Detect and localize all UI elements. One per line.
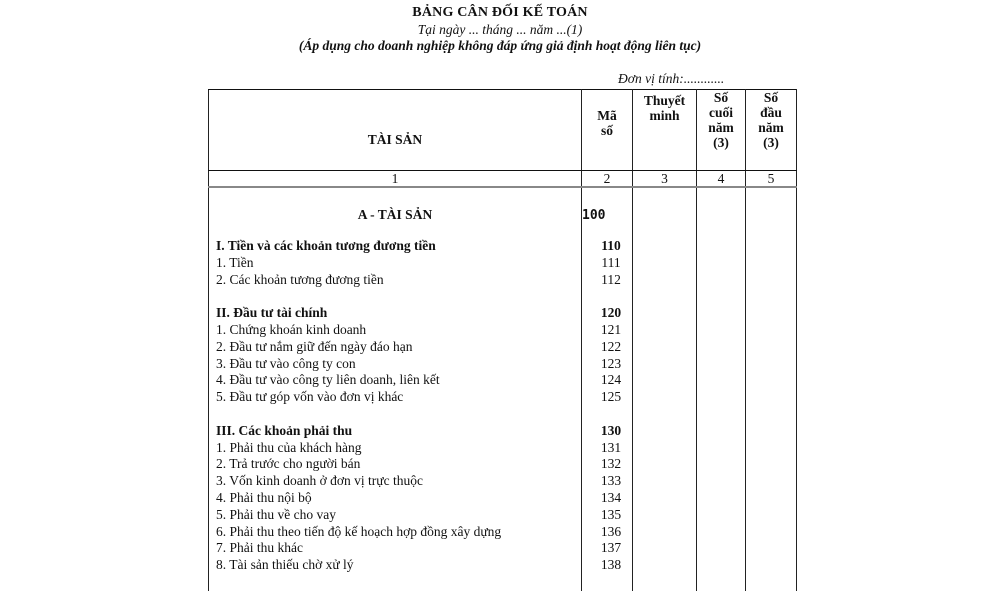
group-code: 120: [582, 305, 633, 322]
closing-balance-cell: [697, 187, 746, 238]
group-code: 110: [582, 238, 633, 255]
item-name: 1. Chứng khoán kinh doanh: [209, 322, 582, 339]
column-number: 1: [209, 171, 582, 188]
group-code: 130: [582, 423, 633, 440]
spacer-row: [209, 574, 797, 591]
column-header-closing-line: năm: [708, 120, 734, 135]
column-header-notes: [633, 90, 697, 171]
column-number: 3: [633, 171, 697, 188]
table-row: [209, 272, 797, 289]
item-name: 6. Phải thu theo tiến độ kế hoạch hợp đồng xây dựng: [209, 524, 582, 541]
column-header-opening-balance: [746, 90, 797, 171]
item-code: 121: [582, 322, 633, 339]
column-header-assets-label: TÀI SẢN: [367, 131, 423, 147]
report-date-line: Tại ngày ... tháng ... năm ...(1): [417, 22, 583, 37]
item-name: 8. Tài sản thiếu chờ xử lý: [209, 557, 582, 574]
opening-balance-cell: [746, 187, 797, 238]
item-name: 2. Trả trước cho người bán: [209, 456, 582, 473]
column-header-notes-line: minh: [649, 108, 680, 123]
item-name: 3. Đầu tư vào công ty con: [209, 356, 582, 373]
table-row: [209, 540, 797, 557]
table-row: [209, 255, 797, 272]
spacer-row: [209, 406, 797, 423]
document-title: BẢNG CÂN ĐỐI KẾ TOÁN: [412, 5, 588, 20]
column-header-opening-line: đầu: [760, 105, 782, 120]
item-name: 1. Tiền: [209, 255, 582, 272]
table-row: [209, 507, 797, 524]
section-code: 100: [582, 187, 633, 238]
section-name: A - TÀI SẢN: [209, 187, 582, 238]
table-row: [209, 524, 797, 541]
unit-label: Đơn vị tính:............: [618, 71, 725, 86]
table-row: [209, 473, 797, 490]
column-header-notes-line: Thuyết: [643, 93, 686, 108]
table-row: [209, 322, 797, 339]
item-code: 111: [582, 255, 633, 272]
column-number: 4: [697, 171, 746, 188]
column-header-code-line: Mã: [597, 108, 617, 123]
table-row: [209, 456, 797, 473]
balance-sheet-table: [208, 89, 797, 591]
item-code: 122: [582, 339, 633, 356]
notes-cell: [633, 187, 697, 238]
group-row: [209, 423, 797, 440]
table-row: [209, 389, 797, 406]
column-header-code: [582, 90, 633, 171]
item-code: 138: [582, 557, 633, 574]
item-code: 136: [582, 524, 633, 541]
item-name: 5. Đầu tư góp vốn vào đơn vị khác: [209, 389, 582, 406]
item-name: 4. Đầu tư vào công ty liên doanh, liên kết: [209, 372, 582, 389]
item-name: 2. Các khoản tương đương tiền: [209, 272, 582, 289]
column-header-closing-line: Số: [713, 90, 729, 105]
column-header-opening-line: Số: [763, 90, 779, 105]
item-name: 7. Phải thu khác: [209, 540, 582, 557]
spacer-row: [209, 288, 797, 305]
item-code: 137: [582, 540, 633, 557]
item-code: 131: [582, 440, 633, 457]
item-code: 123: [582, 356, 633, 373]
column-header-assets: [209, 90, 582, 171]
table-row: [209, 557, 797, 574]
item-code: 125: [582, 389, 633, 406]
item-code: 112: [582, 272, 633, 289]
table-row: [209, 372, 797, 389]
table-row: [209, 440, 797, 457]
group-name: II. Đầu tư tài chính: [209, 305, 582, 322]
item-code: 124: [582, 372, 633, 389]
item-code: 135: [582, 507, 633, 524]
item-name: 3. Vốn kinh doanh ở đơn vị trực thuộc: [209, 473, 582, 490]
table-row: [209, 490, 797, 507]
item-name: 4. Phải thu nội bộ: [209, 490, 582, 507]
table-row: [209, 356, 797, 373]
group-row: [209, 305, 797, 322]
group-row: [209, 238, 797, 255]
table-row: [209, 339, 797, 356]
item-code: 133: [582, 473, 633, 490]
column-number: 5: [746, 171, 797, 188]
item-name: 2. Đầu tư nắm giữ đến ngày đáo hạn: [209, 339, 582, 356]
applicability-note: (Áp dụng cho doanh nghiệp không đáp ứng giả định hoạt động liên tục): [298, 38, 702, 53]
column-header-closing-line: cuối: [708, 105, 733, 120]
column-header-opening-line: (3): [763, 135, 779, 150]
column-header-closing-line: (3): [713, 135, 729, 150]
group-name: I. Tiền và các khoản tương đương tiền: [209, 238, 582, 255]
group-name: III. Các khoản phải thu: [209, 423, 582, 440]
column-header-opening-line: năm: [758, 120, 784, 135]
item-name: 1. Phải thu của khách hàng: [209, 440, 582, 457]
item-name: 5. Phải thu về cho vay: [209, 507, 582, 524]
column-header-row: [209, 90, 797, 171]
item-code: 134: [582, 490, 633, 507]
item-code: 132: [582, 456, 633, 473]
column-header-closing-balance: [697, 90, 746, 171]
column-number: 2: [582, 171, 633, 188]
column-header-code-line: số: [600, 123, 613, 138]
section-row-assets: [209, 187, 797, 238]
column-number-row: [209, 171, 797, 188]
